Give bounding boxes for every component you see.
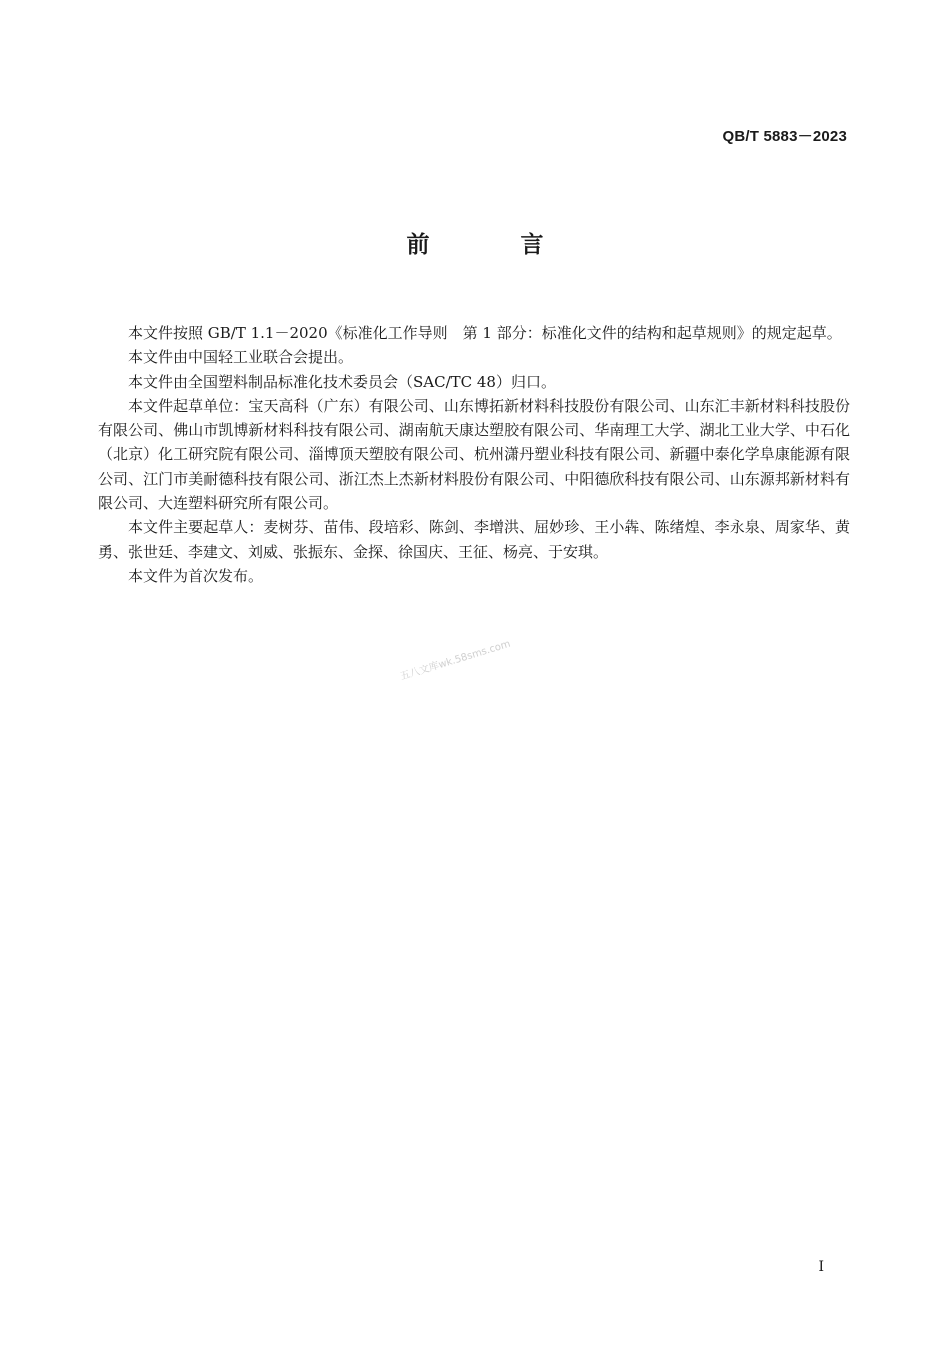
paragraph-drafting-rules: 本文件按照 GB/T 1.1－2020《标准化工作导则 第 1 部分：标准化文件的结构和起草规则》的规定起草。: [128, 324, 842, 342]
watermark: 五八文库wk.58sms.com: [398, 638, 512, 683]
paragraph-drafters: 本文件主要起草人：麦树芬、苗伟、段培彩、陈剑、李增洪、屈妙珍、王小犇、陈绪煌、李永泉、周家华、黄勇、张世廷、李建文、刘威、张振东、金探、徐国庆、王征、杨亮、于安琪。: [98, 518, 850, 561]
paragraph-technical-committee: 本文件由全国塑料制品标准化技术委员会（SAC/TC 48）归口。: [128, 372, 556, 391]
document-body: [98, 321, 850, 588]
standard-code: QB/T 5883－2023: [722, 128, 847, 145]
paragraph-proposer: 本文件由中国轻工业联合会提出。: [128, 348, 354, 367]
paragraph-first-release: 本文件为首次发布。: [128, 566, 264, 585]
page-number: I: [818, 1259, 824, 1275]
page-title: 前 言: [406, 232, 578, 258]
paragraph-drafting-units: 本文件起草单位：宝天高科（广东）有限公司、山东博拓新材料科技股份有限公司、山东汇丰新材料科技股份有限公司、佛山市凯博新材料科技有限公司、湖南航天康达塑胶有限公司、华南理工大学、湖北工业大学、中石化（北京）化工研究院有限公司、淄博顶天塑胶有限公司、杭州潇丹塑业科技有限公司、新疆中泰化学阜康能源有限公司、江门市美耐德科技有限公司、浙江杰上杰新材料股份有限公司、中阳德欣科技有限公司、山东源邦新材料有限公司、大连塑料研究所有限公司。: [98, 396, 850, 513]
